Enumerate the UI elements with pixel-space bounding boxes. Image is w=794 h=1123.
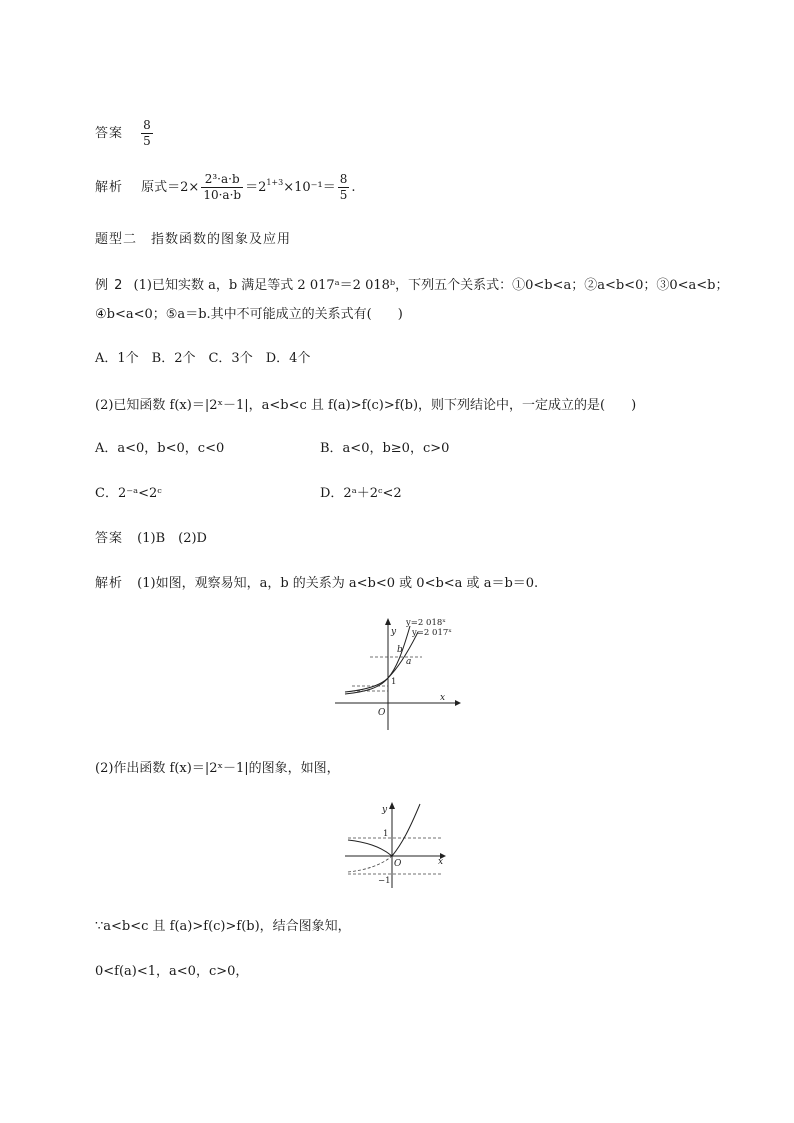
curve-2018-label: y=2 018ˣ xyxy=(406,618,446,628)
answer-numerator: 8 xyxy=(143,118,151,132)
section-title: 题型二 指数函数的图象及应用 xyxy=(95,232,292,247)
fraction-numerator: 2³·a·b xyxy=(204,172,240,186)
analysis-end: . xyxy=(351,180,356,195)
one-label: 1 xyxy=(383,829,389,839)
analysis-1-line xyxy=(95,172,356,203)
y-axis-label: y xyxy=(391,627,397,637)
example-2-line-1 xyxy=(95,277,728,295)
curve-2017-label: y=2 017ˣ xyxy=(412,628,452,638)
option-d: D．2ᵃ＋2ᶜ<2 xyxy=(320,486,402,501)
answer-label: 答案 xyxy=(95,126,124,141)
question-1-line-2: ④b<a<0；⑤a＝b.其中不可能成立的关系式有( ) xyxy=(95,307,403,322)
analysis-label: 解析 xyxy=(95,180,124,195)
analysis-fraction xyxy=(201,172,243,203)
abs-exponential-figure xyxy=(340,800,450,890)
question-1-line-1: (1)已知实数 a，b 满足等式 2 017ᵃ＝2 018ᵇ，下列五个关系式：①0<b<a；②a<b<0；③0<a<b； xyxy=(133,278,729,293)
fraction-denominator: 10·a·b xyxy=(203,188,242,202)
analysis-tail: ×10⁻¹＝ xyxy=(283,180,336,195)
question-2-stem: (2)已知函数 f(x)＝|2ˣ－1|，a<b<c 且 f(a)>f(c)>f(b)，则下列结论中，一定成立的是( ) xyxy=(95,398,637,413)
analysis-exponent: 1+3 xyxy=(266,178,284,187)
analysis-mid: ＝2 xyxy=(245,180,267,195)
curve-dashed xyxy=(348,856,392,872)
option-b: B．a<0，b≥0，c>0 xyxy=(320,441,450,456)
y-axis-arrow xyxy=(389,802,395,809)
analysis-2-label: 解析 xyxy=(95,576,124,591)
exponential-curves-figure xyxy=(330,612,465,732)
option-a: A．a<0，b<0，c<0 xyxy=(95,441,225,456)
origin-label: O xyxy=(394,859,402,869)
question-1-options: A．1个 B．2个 C．3个 D．4个 xyxy=(95,351,311,366)
x-axis-label: x xyxy=(440,693,446,703)
because-line: ∵a<b<c 且 f(a)>f(c)>f(b)，结合图象知， xyxy=(95,919,351,934)
result-denominator: 5 xyxy=(339,188,348,202)
y-axis-arrow xyxy=(385,618,391,625)
result-numerator: 8 xyxy=(339,172,348,186)
answer-fraction xyxy=(141,118,153,149)
example-label: 例 2 xyxy=(95,278,124,293)
neg-one-label: −1 xyxy=(378,876,391,886)
step-2-line: (2)作出函数 f(x)＝|2ˣ－1|的图象，如图， xyxy=(95,761,340,776)
answer-2-line xyxy=(95,530,207,548)
answer-2-text: (1)B (2)D xyxy=(137,531,207,546)
x-axis-arrow xyxy=(455,700,461,706)
a-label: a xyxy=(406,657,412,667)
b-label: b xyxy=(397,645,403,655)
one-label: 1 xyxy=(391,677,397,687)
origin-label: O xyxy=(378,708,386,718)
analysis-2-line xyxy=(95,575,538,593)
x-axis-label: x xyxy=(438,857,444,867)
conclusion-line: 0<f(a)<1，a<0，c>0， xyxy=(95,964,249,979)
analysis-prefix: 原式＝2× xyxy=(141,180,200,195)
answer-denominator: 5 xyxy=(143,134,151,148)
answer-1-line xyxy=(95,118,155,149)
curve-2018 xyxy=(345,626,410,692)
analysis-2-text: (1)如图，观察易知，a，b 的关系为 a<b<0 或 0<b<a 或 a＝b＝0. xyxy=(137,576,539,591)
result-fraction xyxy=(338,172,350,203)
answer-2-label: 答案 xyxy=(95,531,124,546)
y-axis-label: y xyxy=(382,805,388,815)
option-c: C．2⁻ᵃ<2ᶜ xyxy=(95,486,162,501)
